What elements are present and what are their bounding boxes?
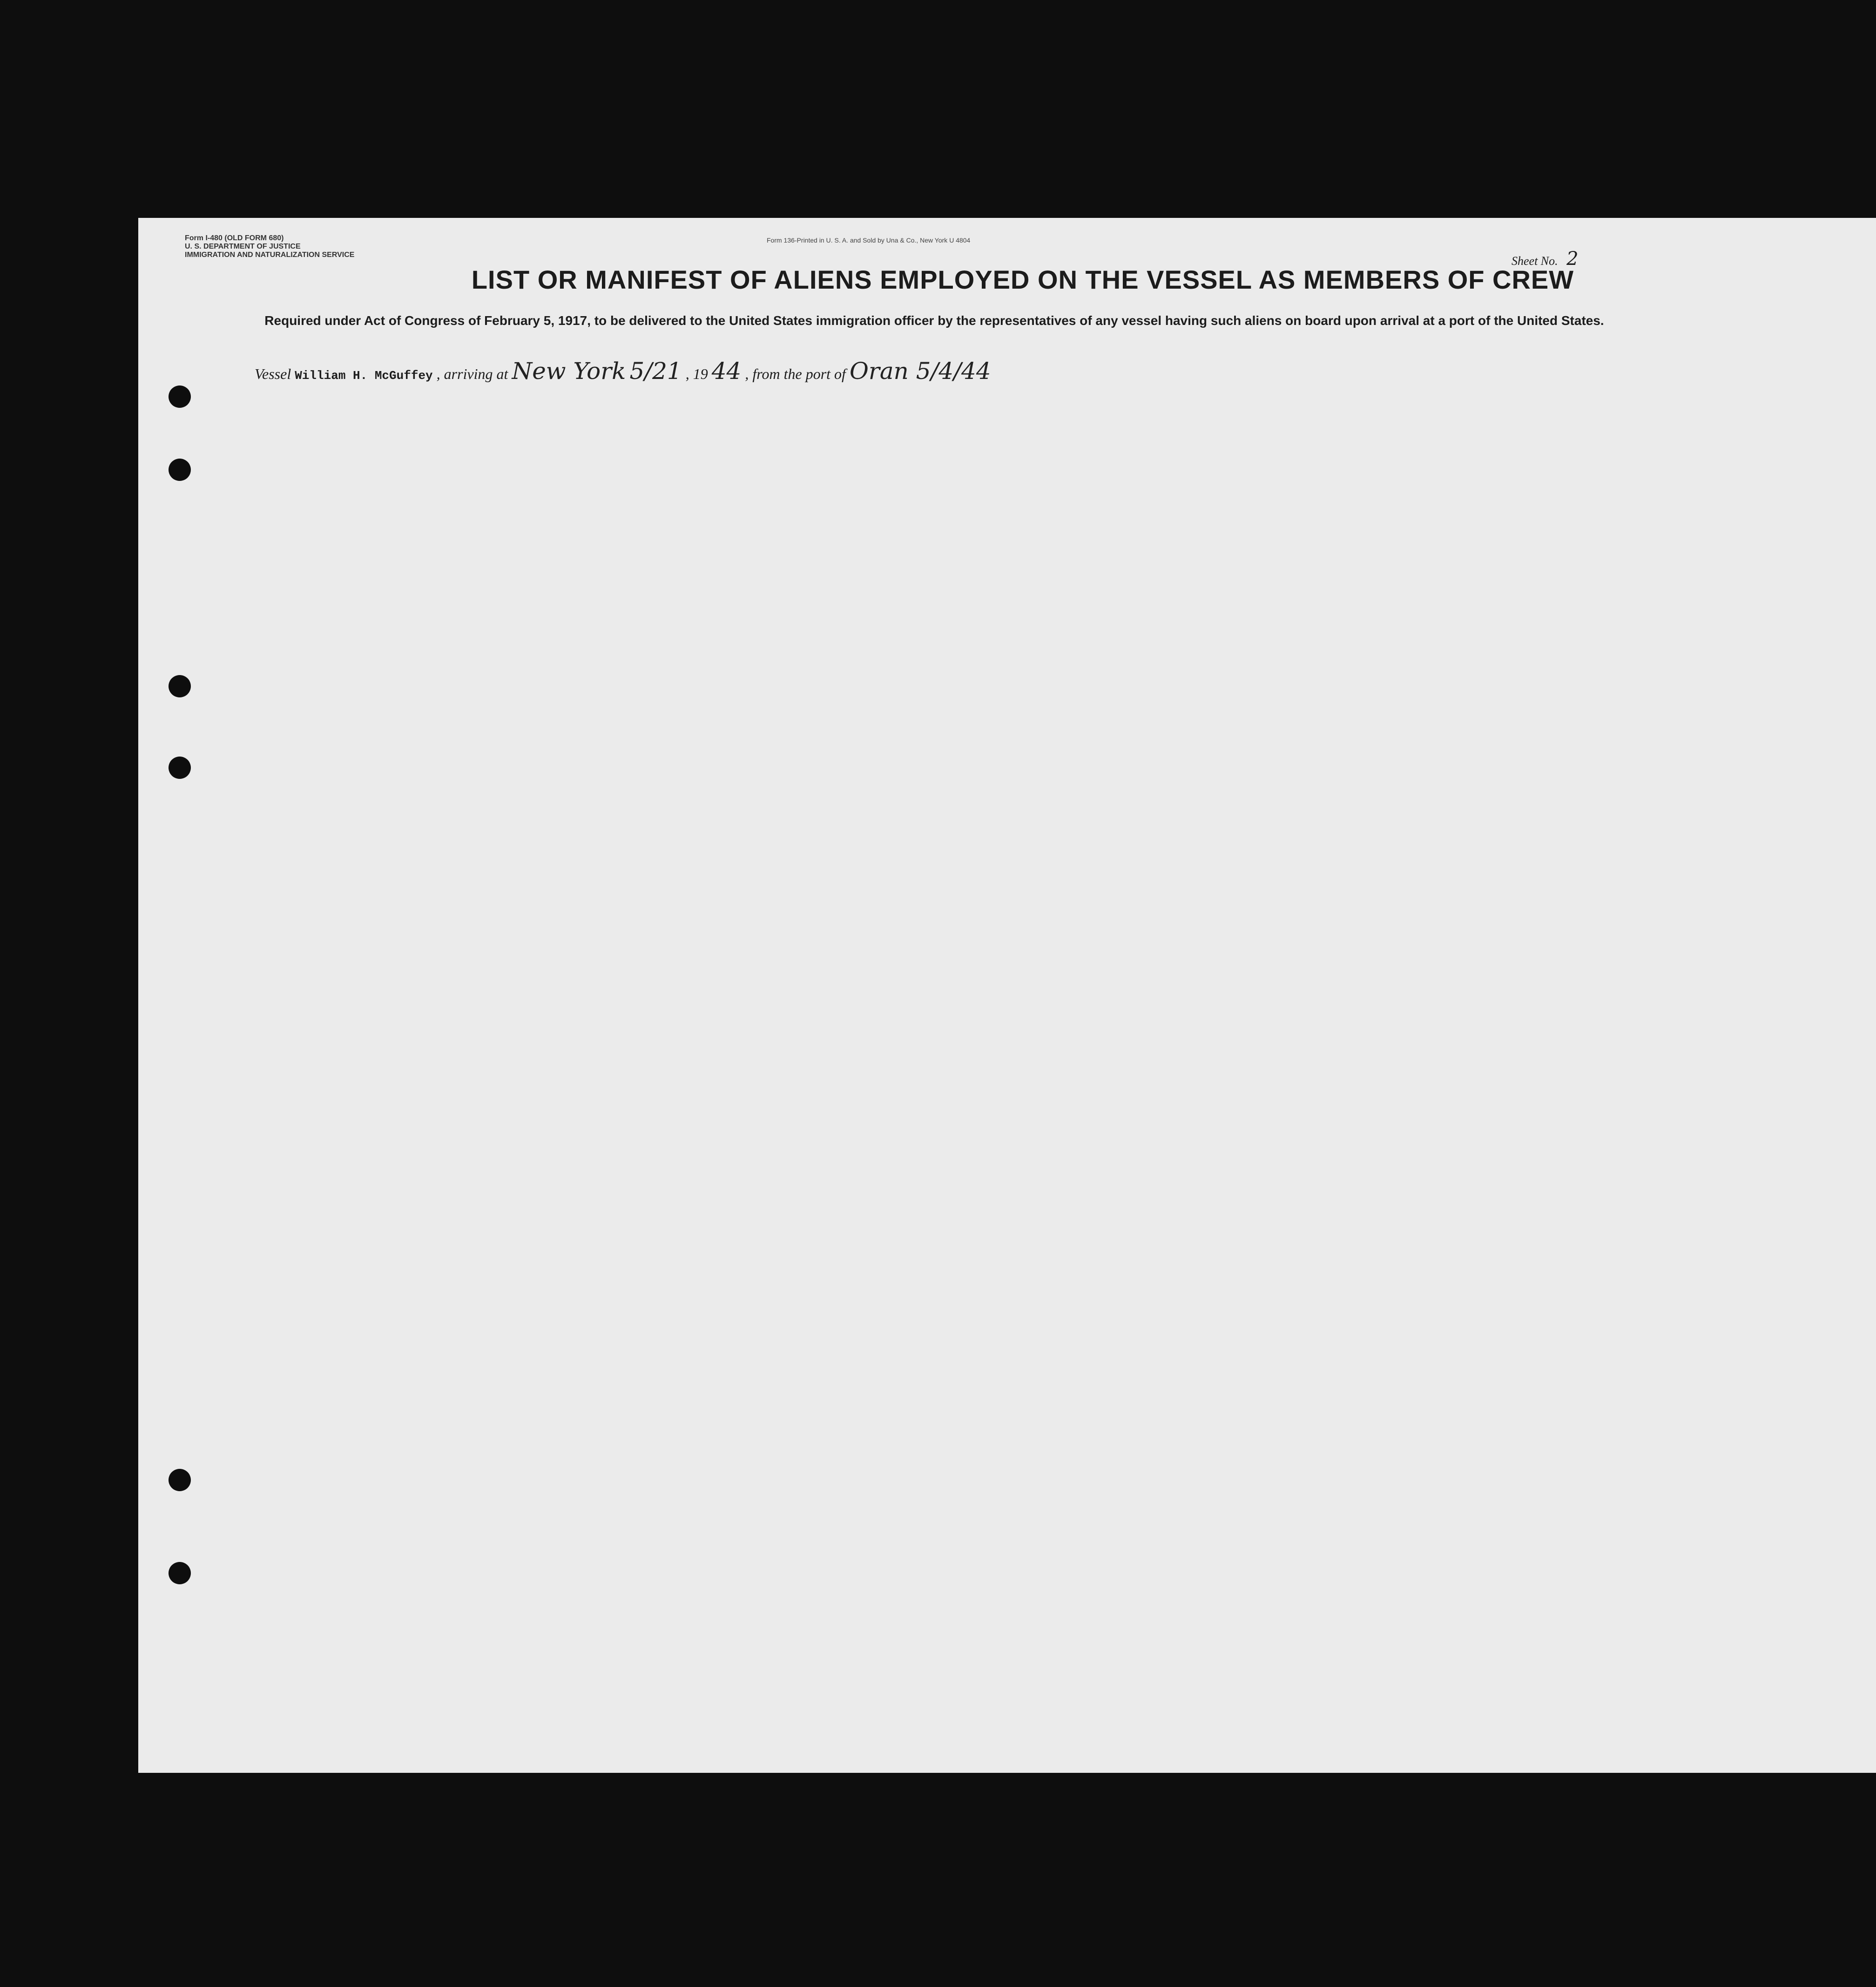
binder-hole [169,1469,191,1491]
form-id: Form I-480 (OLD FORM 680) [185,234,284,242]
binder-hole [169,675,191,697]
manifest-sheet [138,218,1876,1773]
binder-hole [169,385,191,408]
arriving-label: , arriving at [436,365,508,382]
vessel-name: William H. McGuffey [295,369,433,383]
binder-hole [169,459,191,481]
arriving-port: New York [512,358,626,385]
year-prefix: , 19 [685,365,708,382]
arrival-year: 44 [711,358,742,385]
sheet-no-value: 2 [1566,248,1579,270]
from-label: , from the port of [745,365,846,382]
service: IMMIGRATION AND NATURALIZATION SERVICE [185,251,355,259]
arrival-date: 5/21 [629,358,682,385]
vessel-label: Vessel [255,365,291,382]
printer-note: Form 136-Printed in U. S. A. and Sold by Una & Co., New York U 4804 [767,237,971,244]
department: U. S. DEPARTMENT OF JUSTICE [185,243,301,250]
departure-port: Oran 5/4/44 [849,358,991,385]
binder-hole [169,757,191,779]
page-title: LIST OR MANIFEST OF ALIENS EMPLOYED ON THE VESSEL AS MEMBERS OF CREW [471,265,1574,294]
binder-hole [169,1562,191,1584]
sheet-label: Sheet No. [1512,254,1558,268]
voyage-line [255,358,991,385]
required-statement: Required under Act of Congress of February 5, 1917, to be delivered to the United States immigration officer by the representatives of any vessel having such aliens on board upon arrival at a port of the United States. [264,313,1604,328]
form-identification [185,234,354,259]
